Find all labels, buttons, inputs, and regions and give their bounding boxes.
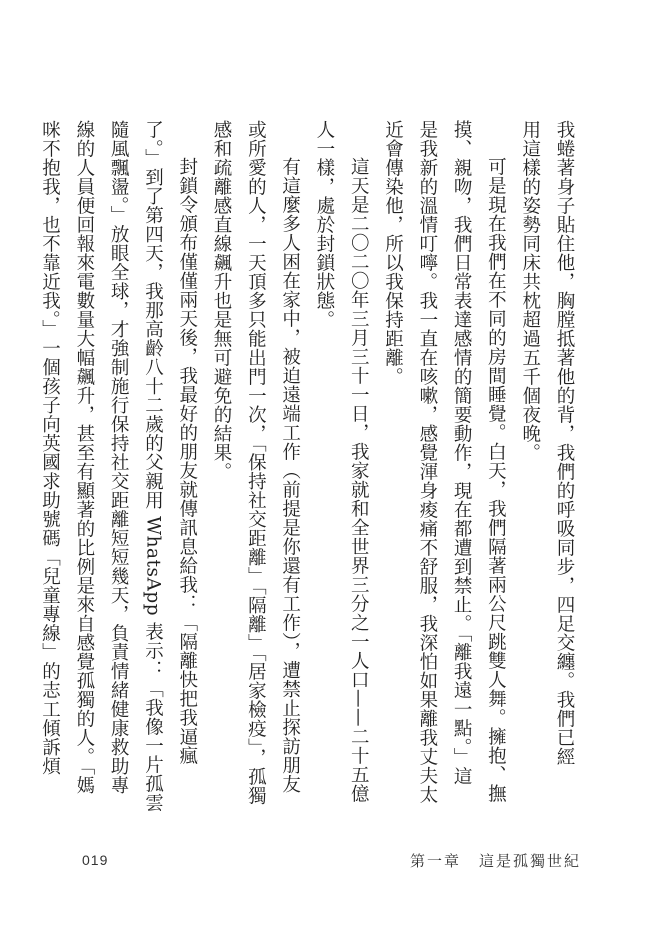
text-column: 可是現在我們在不同的房間睡覺。白天，我們隔著兩公尺跳雙人舞。擁抱、撫 — [485, 157, 507, 803]
text-column: 封鎖令頒布僅僅兩天後，我最好的朋友就傳訊息給我：「隔離快把我逼瘋 — [176, 157, 198, 765]
text-column: 咪不抱我，也不靠近我。」一個孩子向英國求助號碼「兒童專線」的志工傾訴煩 — [39, 120, 61, 776]
chapter-label: 第一章 — [409, 852, 461, 870]
text-column: 這天是二〇二〇年三月三十一日，我家就和全世界三分之一人口——二十五億 — [348, 157, 370, 803]
text-column: 近會傳染他，所以我保持距離。 — [382, 120, 404, 386]
text-column: 用這樣的姿勢同床共枕超過五千個夜晚。 — [519, 120, 541, 462]
text-column: 有這麼多人困在家中，被迫遠端工作（前提是你還有工作），遭禁止探訪朋友 — [279, 157, 301, 794]
text-column: 我蜷著身子貼住他，胸膛抵著他的背，我們的呼吸同步，四足交纏。我們已經 — [554, 120, 575, 766]
text-column: 是我新的溫情叮嚀。我一直在咳嗽，感覺渾身痠痛不舒服，我深怕如果離我丈夫太 — [416, 120, 438, 804]
page-number: 019 — [82, 852, 109, 868]
text-column: 人一樣，處於封鎖狀態。 — [313, 120, 335, 329]
text-column: 或所愛的人，一天頂多只能出門一次，「保持社交距離」「隔離」「居家檢疫」，孤獨 — [245, 120, 267, 805]
text-column: 線的人員便回報來電數量大幅飆升，甚至有顯著的比例是來自感覺孤獨的人。「媽 — [73, 120, 95, 795]
text-column: 隨風飄盪。」放眼全球，才強制施行保持社交距離短短幾天，負責情緒健康救助專 — [108, 120, 130, 795]
text-column: 了。」到了第四天，我那高齡八十二歲的父親用 WhatsApp 表示：「我像一片孤雲 — [142, 120, 164, 813]
body-text — [32, 120, 581, 813]
text-column: 感和疏離感直線飆升也是無可避免的結果。 — [211, 120, 233, 481]
text-column: 摸、親吻，我們日常表達感情的簡要動作，現在都遭到禁止。「離我遠一點。」這 — [451, 120, 473, 786]
chapter-title: 這是孤獨世紀 — [478, 852, 581, 870]
running-header — [410, 850, 581, 871]
